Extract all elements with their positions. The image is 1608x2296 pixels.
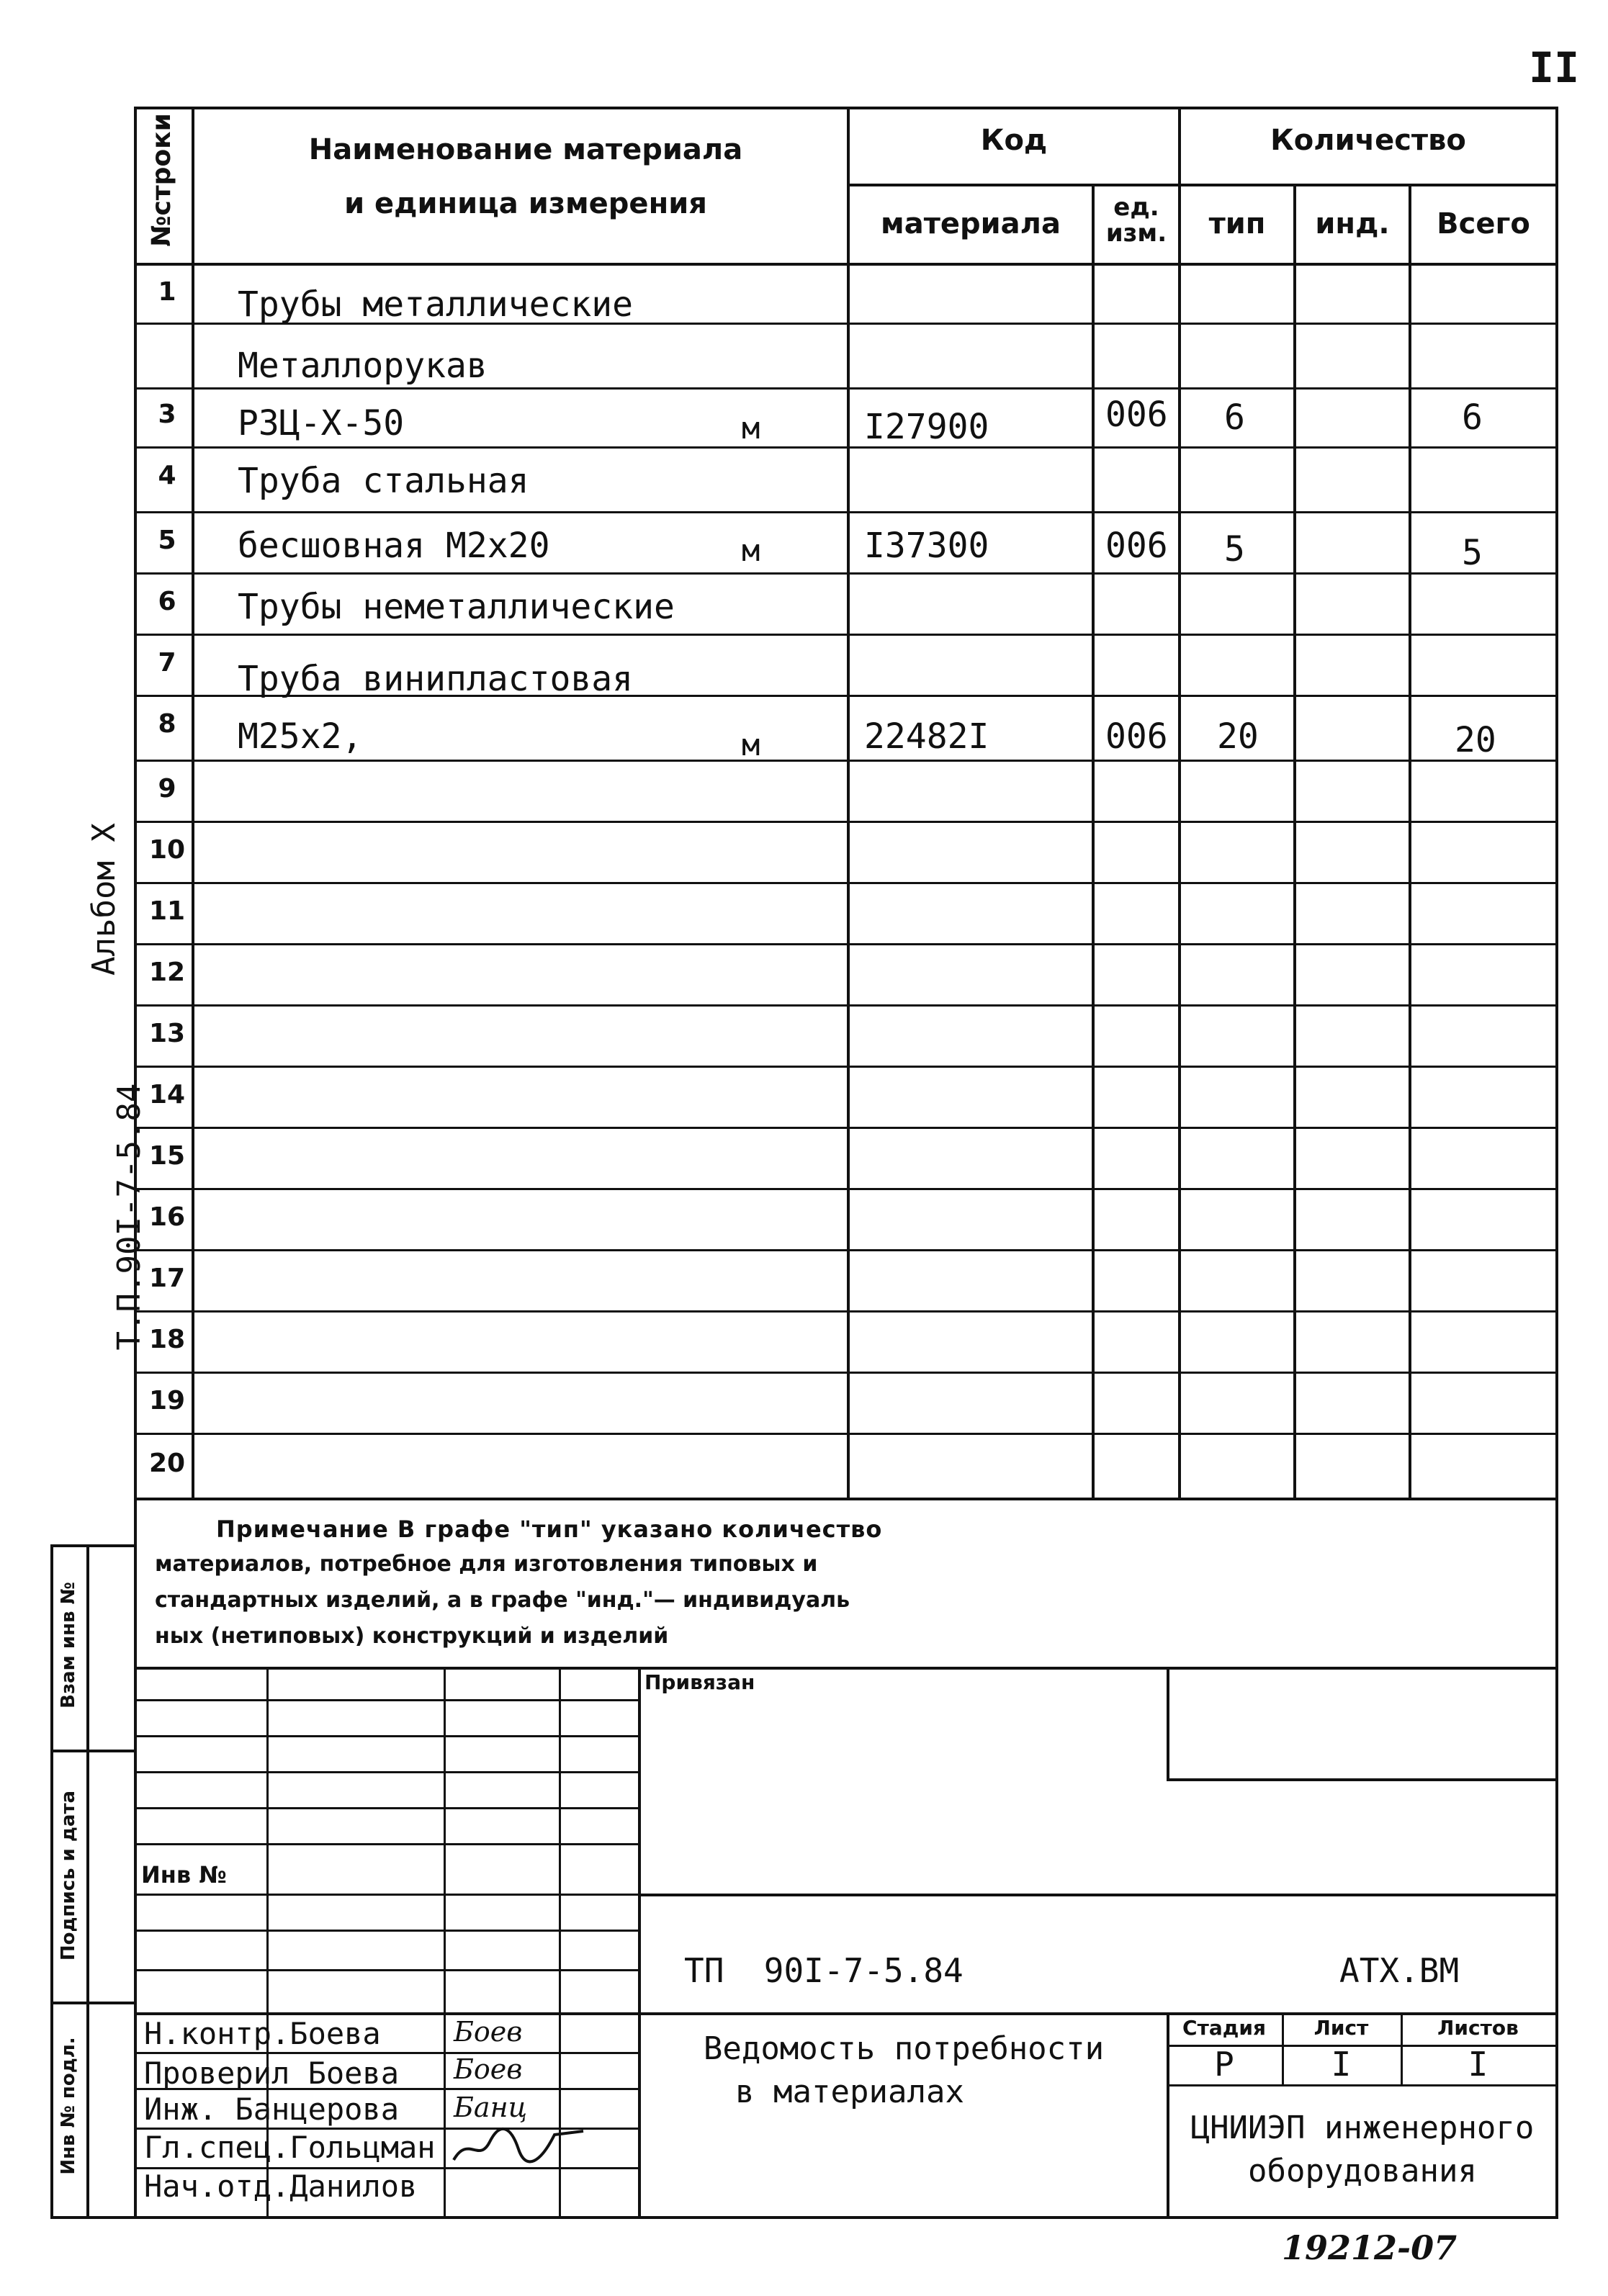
unit: м <box>742 533 760 568</box>
code-material-header: материала <box>881 207 1061 240</box>
row-number: 15 <box>148 1141 186 1171</box>
doc-title-line2: в материалах <box>735 2074 964 2110</box>
sheet-label: Лист <box>1313 2016 1369 2040</box>
row-number: 20 <box>148 1449 186 1478</box>
doc-mark: АТХ.ВМ <box>1339 1951 1460 1990</box>
material-code: 22482I <box>864 716 989 757</box>
qty-type: 5 <box>1224 529 1245 570</box>
doc-title-line1: Ведомость потребности <box>703 2030 1105 2067</box>
podpis-label: Подпись и дата <box>58 1790 79 1961</box>
inv-no-label: Инв № <box>141 1861 227 1888</box>
stamp-person: Инж. Банцерова <box>144 2092 400 2127</box>
doc-code: ТП 90I-7-5.84 <box>684 1951 964 1990</box>
row-number: 19 <box>148 1386 186 1415</box>
material-name: РЗЦ-Х-50 <box>238 403 405 444</box>
qty-ind-header: инд. <box>1315 207 1390 240</box>
note-line: стандартных изделий, а в графе "инд."— индивидуаль <box>155 1588 850 1613</box>
stamp-person: Гл.спец.Гольцман <box>144 2130 436 2165</box>
qty-total: 6 <box>1462 397 1483 438</box>
row-number: 3 <box>158 400 176 429</box>
note-line: материалов, потребное для изготовления типовых и <box>155 1552 818 1577</box>
code-unit-header: ед. изм. <box>1105 193 1167 248</box>
material-name: Металлорукав <box>238 346 488 386</box>
name-header: Наименование материала <box>308 133 743 166</box>
signature-scribble <box>446 2120 590 2171</box>
row-number: 18 <box>148 1325 186 1354</box>
org-line2: оборудования <box>1248 2153 1477 2189</box>
material-name: М25х2, <box>238 716 363 757</box>
stamp-person: Проверил Боева <box>144 2056 400 2091</box>
underline <box>238 695 619 697</box>
qty-type: 6 <box>1224 397 1245 438</box>
unit: м <box>742 410 760 446</box>
sheet-number: II <box>1529 43 1579 92</box>
code-header: Код <box>980 124 1048 157</box>
stage-label: Стадия <box>1182 2016 1266 2040</box>
unit-code: 006 <box>1105 716 1168 757</box>
vzam-label: Взам инв № <box>58 1582 79 1709</box>
row-number: 17 <box>148 1264 186 1293</box>
row-number: 6 <box>158 587 176 616</box>
material-name: Трубы неметаллические <box>238 587 675 627</box>
unit-code: 006 <box>1105 395 1168 435</box>
album-caption: Альбом X <box>86 823 122 976</box>
material-code: I37300 <box>864 526 989 566</box>
row-number: 16 <box>148 1202 186 1232</box>
row-number: 11 <box>148 896 186 926</box>
stamp-person: Н.контр.Боева <box>144 2016 381 2051</box>
row-number: 14 <box>148 1080 186 1109</box>
handwritten-number: 19212-07 <box>1282 2228 1457 2267</box>
row-number-header: №строки <box>147 113 176 247</box>
qty-total: 5 <box>1462 533 1483 573</box>
signature: Боев <box>454 2016 523 2048</box>
name-header-line2: и единица измерения <box>344 187 707 220</box>
qty-type-header: тип <box>1208 207 1266 240</box>
sheet-value: I <box>1331 2045 1352 2084</box>
qty-total-header: Всего <box>1437 207 1530 240</box>
note-line: ных (нетиповых) конструкций и изделий <box>155 1624 669 1649</box>
sheets-value: I <box>1468 2045 1488 2084</box>
material-code: I27900 <box>864 407 989 447</box>
note-line: Примечание В графе "тип" указано количество <box>216 1516 883 1543</box>
material-name: Труба стальная <box>238 461 529 501</box>
row-number: 7 <box>158 648 176 677</box>
row-number: 1 <box>158 277 176 307</box>
material-name: бесшовная М2х20 <box>238 526 550 566</box>
row-number: 5 <box>158 526 176 555</box>
quantity-header: Количество <box>1270 124 1466 157</box>
project-caption: Т.П.90I-7-5.84 <box>111 1083 148 1351</box>
org-line1: ЦНИИЭП инженерного <box>1190 2110 1535 2146</box>
unit-code: 006 <box>1105 526 1168 566</box>
qty-total: 20 <box>1455 720 1496 760</box>
unit: м <box>742 727 760 762</box>
qty-type: 20 <box>1217 716 1259 757</box>
row-number: 10 <box>148 835 186 865</box>
sheets-label: Листов <box>1437 2016 1519 2040</box>
row-number: 8 <box>158 709 176 739</box>
material-name: Трубы металлические <box>238 284 634 325</box>
inv-podl-label: Инв № подл. <box>58 2037 79 2175</box>
material-name: Труба винипластовая <box>238 659 634 699</box>
row-number: 4 <box>158 461 176 490</box>
row-number: 13 <box>148 1019 186 1048</box>
row-number: 9 <box>158 774 176 803</box>
stamp-person: Нач.отд.Данилов <box>144 2169 418 2204</box>
signature: Банц <box>454 2092 528 2123</box>
signature: Боев <box>454 2053 523 2085</box>
stage-value: Р <box>1214 2045 1234 2084</box>
privyazan-label: Привязан <box>644 1670 755 1694</box>
row-number: 12 <box>148 958 186 987</box>
